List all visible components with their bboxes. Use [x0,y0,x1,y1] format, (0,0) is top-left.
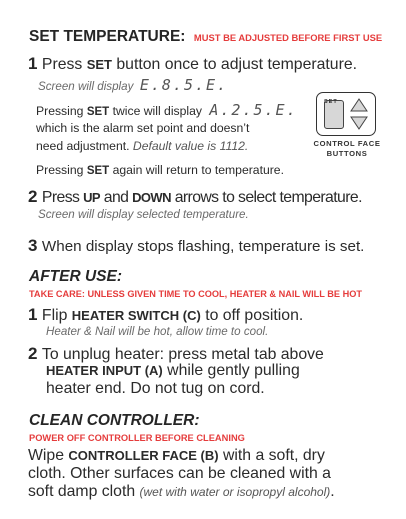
controller-face-label: CONTROLLER FACE (B) [68,448,219,463]
display-readout: E.8.5.E. [139,76,229,94]
caption-line-2: BUTTONS [326,148,368,158]
up-key-label: UP [83,190,100,205]
clean-line-1 [28,447,325,465]
set-temperature-heading: SET TEMPERATURE: [29,28,186,45]
step-text-post: button once to adjust temperature. [116,56,358,73]
step-text [42,189,362,206]
after-use-heading: AFTER USE: [29,268,122,285]
set-button-label: SET [324,99,338,105]
alarm-line-3-pre: need adjustment. [36,139,130,153]
step-text-and: and [103,189,129,206]
clean-line-1-pre: Wipe [28,447,64,464]
step-text: When display stops flashing, temperature is set. [41,238,365,255]
set-key-label: SET [86,165,110,177]
return-line [36,163,284,177]
clean-line-2: cloth. Other surfaces can be cleaned with a [28,465,331,482]
step-text-pre: Press [41,189,80,206]
alarm-line-3 [36,139,248,153]
down-arrow-icon [350,116,368,130]
down-key-label: DOWN [132,190,171,205]
step-text-post: to off position. [205,307,304,324]
alarm-readout: A.2.5.E. [209,101,298,119]
display-line [38,76,228,95]
step-text [42,307,303,324]
step-text-post: arrows to select temperature. [174,189,362,206]
after-use-warning: TAKE CARE: UNLESS GIVEN TIME TO COOL, HEATER & NAIL WILL BE HOT [29,289,362,299]
set-key-label: SET [86,106,110,118]
clean-line-3-pre: soft damp cloth [28,483,136,500]
step-text-line-1: To unplug heater: press metal tab above [41,346,324,363]
alarm-line-2: which is the alarm set point and doesn’t [36,121,250,135]
control-face-caption [307,139,387,158]
set-step-1 [28,54,357,74]
after-step-1-sub: Heater & Nail will be hot, allow time to cool. [46,325,269,338]
clean-line-3-note: (wet with water or isopropyl alcohol) [139,485,331,499]
display-label: Screen will display [38,80,134,93]
default-value-note: Default value is 1112. [132,139,249,153]
set-key-label: SET [86,57,112,72]
step-number: 1 [28,54,38,73]
heater-switch-label: HEATER SWITCH (C) [71,308,201,323]
clean-line-3-end: . [330,483,335,500]
heater-input-label: HEATER INPUT (A) [46,363,163,378]
set-temperature-warning: MUST BE ADJUSTED BEFORE FIRST USE [193,32,383,43]
step-text-pre: Press [41,56,83,73]
step-2-sub: Screen will display selected temperature. [38,208,249,221]
step-number: 2 [28,187,38,206]
alarm-mid: twice will display [112,104,202,118]
set-step-3 [28,236,364,256]
return-post: again will return to temperature. [112,163,284,177]
caption-line-1: CONTROL FACE [313,139,381,148]
step-text-line-2: while gently pulling [167,362,300,379]
clean-controller-heading: CLEAN CONTROLLER: [29,412,200,429]
step-text-pre: Flip [41,307,68,324]
set-step-2 [28,187,362,207]
up-arrow-icon [350,98,368,112]
clean-line-3 [28,483,335,501]
clean-controller-warning: POWER OFF CONTROLLER BEFORE CLEANING [29,433,245,443]
clean-line-1-post: with a soft, dry [223,447,325,464]
after-step-2 [28,344,324,364]
step-number: 1 [28,305,38,324]
return-pre: Pressing [36,163,84,177]
step-number: 2 [28,344,38,363]
after-step-1 [28,305,303,325]
after-step-2-line-3: heater end. Do not tug on cord. [46,380,265,397]
alarm-line-1 [36,101,298,119]
step-text [42,56,357,73]
set-temperature-section [29,28,382,46]
step-number: 3 [28,236,38,255]
alarm-pre: Pressing [36,104,84,118]
after-step-2-line-2 [46,362,300,380]
